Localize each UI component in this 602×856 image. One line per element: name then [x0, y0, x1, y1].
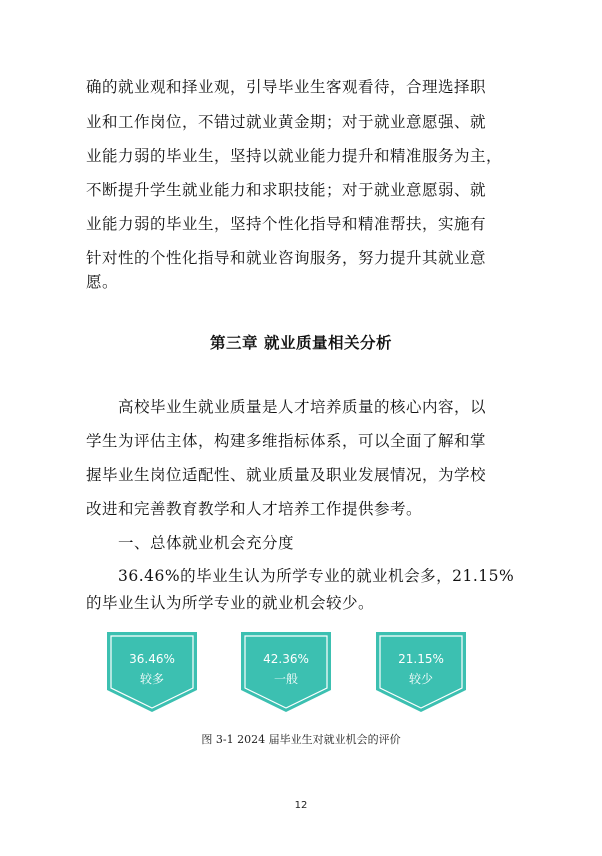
- text-line: 握毕业生岗位适配性、就业质量及职业发展情况，为学校: [86, 466, 487, 484]
- badge-less: [376, 632, 466, 712]
- text-line: 业能力弱的毕业生，坚持个性化指导和精准帮扶，实施有: [86, 215, 487, 233]
- text-line: 36.46%的毕业生认为所学专业的就业机会多，21.15%: [118, 567, 515, 585]
- text-line: 改进和完善教育教学和人才培养工作提供参考。: [86, 500, 423, 518]
- text-line: 业能力弱的毕业生，坚持以就业能力提升和精准服务为主，: [86, 147, 503, 165]
- badge-label: 较少: [408, 672, 433, 686]
- text-line: 确的就业观和择业观，引导毕业生客观看待，合理选择职: [86, 78, 487, 96]
- badge-more: [107, 632, 197, 712]
- text-line: 的毕业生认为所学专业的就业机会较少。: [86, 594, 375, 612]
- badge-value: 21.15%: [398, 652, 444, 666]
- figure-caption: 图 3-1 2024 届毕业生对就业机会的评价: [201, 733, 401, 746]
- badge-value: 42.36%: [263, 652, 309, 666]
- page-number: 12: [294, 800, 308, 811]
- badge-average: [241, 632, 331, 712]
- badge-label: 一般: [273, 672, 298, 686]
- badge-label: 较多: [139, 672, 164, 686]
- text-line: 学生为评估主体，构建多维指标体系，可以全面了解和掌: [86, 432, 487, 450]
- text-line: 业和工作岗位，不错过就业黄金期；对于就业意愿强、就: [86, 113, 487, 131]
- text-line: 愿。: [86, 273, 119, 291]
- badge-value: 36.46%: [129, 652, 175, 666]
- text-line: 高校毕业生就业质量是人才培养质量的核心内容，以: [118, 398, 487, 416]
- section-heading: 一、总体就业机会充分度: [118, 534, 295, 552]
- text-line: 针对性的个性化指导和就业咨询服务，努力提升其就业意: [86, 249, 487, 267]
- chapter-title: 第三章 就业质量相关分析: [210, 334, 392, 352]
- text-line: 不断提升学生就业能力和求职技能；对于就业意愿弱、就: [86, 181, 487, 199]
